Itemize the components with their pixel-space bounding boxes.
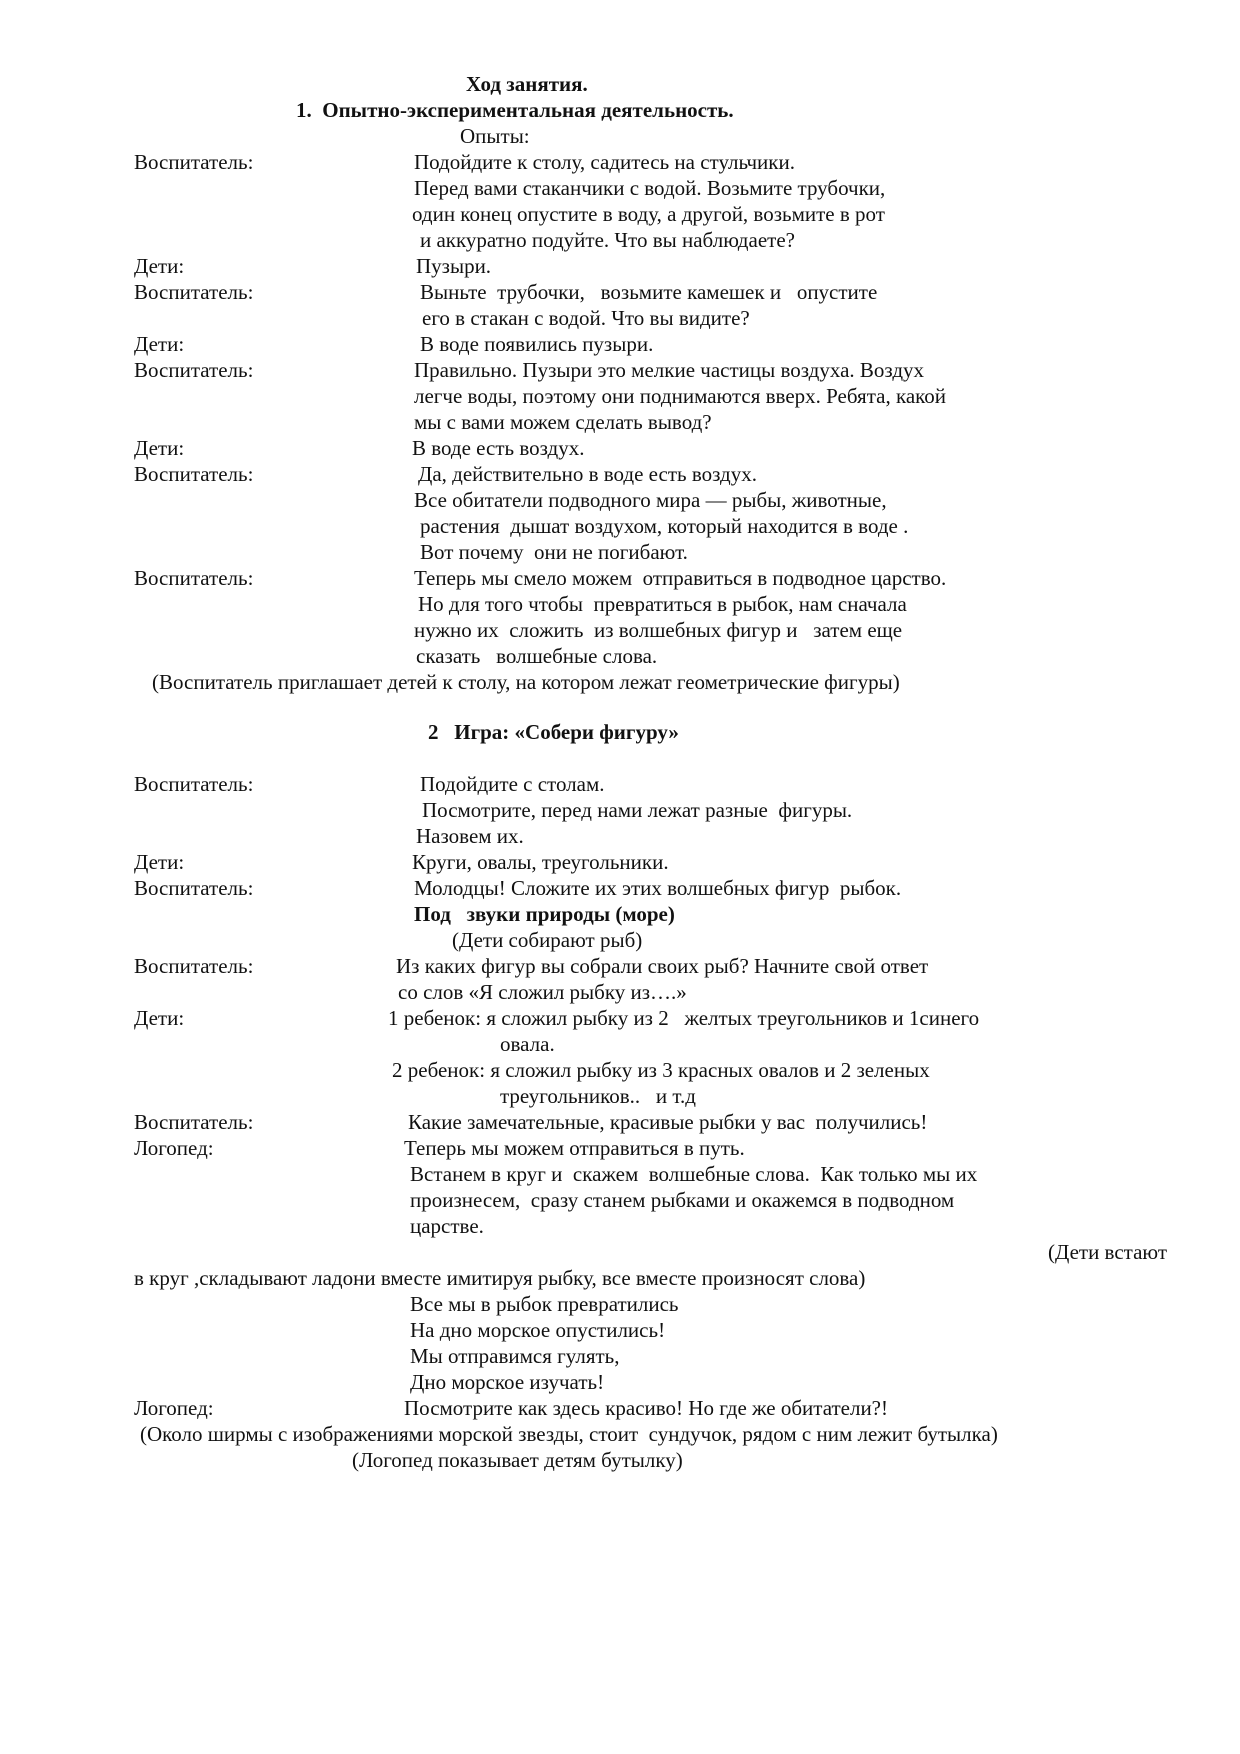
dialogue-line: Правильно. Пузыри это мелкие частицы воздуха. Воздух: [414, 358, 924, 382]
speaker-label: Воспитатель:: [134, 1110, 254, 1134]
dialogue-line: Пузыри.: [416, 254, 492, 278]
dialogue-line: Какие замечательные, красивые рыбки у вас получились!: [408, 1110, 928, 1134]
stage-note-continued: в круг ,складывают ладони вместе имитируя рыбку, все вместе произносят слова): [134, 1266, 866, 1290]
dialogue-line: растения дышат воздухом, который находится в воде .: [420, 514, 909, 538]
speaker-label: Воспитатель:: [134, 566, 254, 590]
speaker-label: Воспитатель:: [134, 954, 254, 978]
dialogue-line: Все обитатели подводного мира — рыбы, животные,: [414, 488, 887, 512]
dialogue-line: овала.: [500, 1032, 555, 1056]
speaker-label: Воспитатель:: [134, 150, 254, 174]
dialogue-line: Из каких фигур вы собрали своих рыб? Начните свой ответ: [396, 954, 929, 978]
section1-subheading: Опыты:: [460, 124, 530, 148]
speaker-label: Логопед:: [134, 1136, 214, 1160]
dialogue-line: Круги, овалы, треугольники.: [412, 850, 669, 874]
dialogue-line: сказать волшебные слова.: [416, 644, 658, 668]
stage-note: (Около ширмы с изображениями морской звезды, стоит сундучок, рядом с ним лежит бутылка): [140, 1422, 998, 1446]
speaker-label: Воспитатель:: [134, 772, 254, 796]
speaker-label: Дети:: [134, 254, 185, 278]
section2-heading: 2 Игра: «Собери фигуру»: [428, 720, 679, 744]
dialogue-line: Вот почему они не погибают.: [420, 540, 688, 564]
sound-cue: Под звуки природы (море): [414, 902, 675, 926]
dialogue-line: Теперь мы можем отправиться в путь.: [404, 1136, 745, 1160]
speaker-label: Воспитатель:: [134, 876, 254, 900]
speaker-label: Логопед:: [134, 1396, 214, 1420]
dialogue-line: 2 ребенок: я сложил рыбку из 3 красных овалов и 2 зеленых: [392, 1058, 930, 1082]
dialogue-line: Посмотрите, перед нами лежат разные фигуры.: [422, 798, 853, 822]
dialogue-line: Посмотрите как здесь красиво! Но где же обитатели?!: [404, 1396, 888, 1420]
dialogue-line: Встанем в круг и скажем волшебные слова. Как только мы их: [410, 1162, 978, 1186]
stage-note: (Дети собирают рыб): [452, 928, 643, 952]
dialogue-line: Теперь мы смело можем отправиться в подводное царство.: [414, 566, 947, 590]
stage-note: (Логопед показывает детям бутылку): [352, 1448, 683, 1472]
stage-note: (Дети встают: [1048, 1240, 1168, 1264]
dialogue-line: Перед вами стаканчики с водой. Возьмите трубочки,: [414, 176, 886, 200]
dialogue-line: Подойдите к столу, садитесь на стульчики.: [414, 150, 795, 174]
dialogue-line: мы с вами можем сделать вывод?: [414, 410, 712, 434]
dialogue-line: царстве.: [410, 1214, 484, 1238]
page-title: Ход занятия.: [466, 72, 588, 96]
speaker-label: Дети:: [134, 1006, 185, 1030]
speaker-label: Воспитатель:: [134, 280, 254, 304]
dialogue-line: произнесем, сразу станем рыбками и окажемся в подводном: [410, 1188, 955, 1212]
speaker-label: Дети:: [134, 332, 185, 356]
dialogue-line: нужно их сложить из волшебных фигур и затем еще: [414, 618, 903, 642]
dialogue-line: Да, действительно в воде есть воздух.: [418, 462, 757, 486]
dialogue-line: его в стакан с водой. Что вы видите?: [422, 306, 750, 330]
poem-line: Все мы в рыбок превратились: [410, 1292, 679, 1316]
dialogue-line: 1 ребенок: я сложил рыбку из 2 желтых треугольников и 1синего: [388, 1006, 980, 1030]
poem-line: Дно морское изучать!: [410, 1370, 605, 1394]
speaker-label: Воспитатель:: [134, 462, 254, 486]
speaker-label: Воспитатель:: [134, 358, 254, 382]
poem-line: На дно морское опустились!: [410, 1318, 666, 1342]
dialogue-line: В воде появились пузыри.: [420, 332, 654, 356]
poem-line: Мы отправимся гулять,: [410, 1344, 620, 1368]
dialogue-line: Но для того чтобы превратиться в рыбок, нам сначала: [418, 592, 907, 616]
dialogue-line: один конец опустите в воду, а другой, возьмите в рот: [412, 202, 885, 226]
speaker-label: Дети:: [134, 850, 185, 874]
dialogue-line: легче воды, поэтому они поднимаются вверх. Ребята, какой: [414, 384, 947, 408]
dialogue-line: В воде есть воздух.: [412, 436, 585, 460]
speaker-label: Дети:: [134, 436, 185, 460]
dialogue-line: Подойдите с столам.: [420, 772, 605, 796]
section1-heading: 1. Опытно-экспериментальная деятельность.: [296, 98, 734, 122]
dialogue-line: треугольников.. и т.д: [500, 1084, 696, 1108]
dialogue-line: со слов «Я сложил рыбку из….»: [398, 980, 687, 1004]
dialogue-line: и аккуратно подуйте. Что вы наблюдаете?: [420, 228, 795, 252]
dialogue-line: Выньте трубочки, возьмите камешек и опустите: [420, 280, 878, 304]
stage-note: (Воспитатель приглашает детей к столу, на котором лежат геометрические фигуры): [152, 670, 900, 694]
dialogue-line: Назовем их.: [416, 824, 524, 848]
dialogue-line: Молодцы! Сложите их этих волшебных фигур рыбок.: [414, 876, 902, 900]
